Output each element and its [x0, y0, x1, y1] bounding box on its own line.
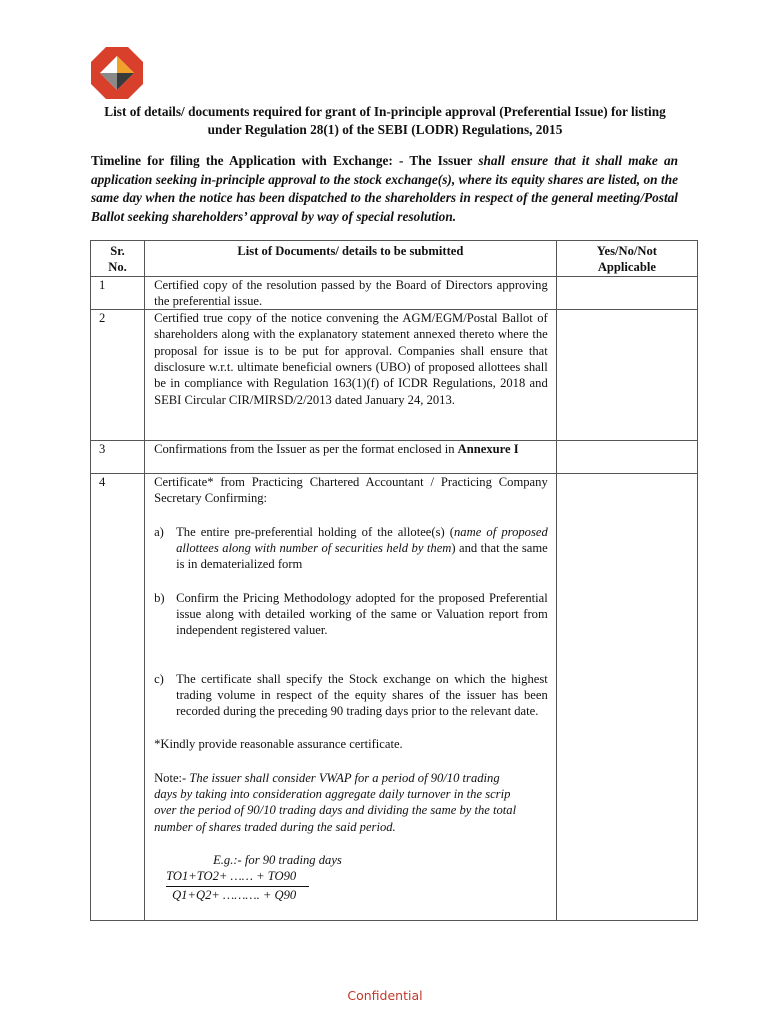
- header-sr-no: Sr. No.: [91, 241, 145, 277]
- table-row: [91, 276, 698, 310]
- row-3-lead: Confirmations from the Issuer as per the format enclosed in: [154, 442, 458, 457]
- title-line-2: under Regulation 28(1) of the SEBI (LODR) Regulations, 2015: [207, 122, 563, 137]
- row-1-sr: 1: [91, 276, 145, 310]
- timeline-paragraph: [91, 152, 678, 226]
- row-3-sr: 3: [91, 441, 145, 474]
- title-line-1: List of details/ documents required for grant of In-principle approval (Preferential Issue) for listing: [104, 104, 666, 119]
- timeline-italic: shall ensure that it shall make an application seeking in-principle approval to the stock exchange(s), where its equity shares are listed, on the same day when the notice has been dispatched to the shareholders in respect of the general meeting/Postal Ballot seeking shareholders’ approval by way of special resolution.: [91, 153, 678, 224]
- row-4-intro: Certificate* from Practicing Chartered Accountant / Practicing Company Secretary Confirming:: [154, 475, 548, 506]
- formula-example: E.g.:- for 90 trading days: [213, 852, 342, 867]
- annexure-label: Annexure I: [457, 442, 519, 457]
- sub-item-c: c) The certificate shall specify the Stock exchange on which the highest trading volume in respect of the equity shares of the issuer has been recorded during the preceding 90 trading days prior to the relevant date.: [154, 671, 548, 719]
- document-title: [85, 103, 685, 139]
- company-logo-icon: [89, 45, 145, 101]
- row-2-response-cell[interactable]: [556, 310, 697, 441]
- row-4-sr: 4: [91, 474, 145, 921]
- row-1-text: Certified copy of the resolution passed by the Board of Directors approving the preferential issue.: [145, 276, 557, 310]
- header-yes-no: Yes/No/Not Applicable: [556, 241, 697, 277]
- confidential-footer: Confidential: [347, 988, 423, 1003]
- row-4-content: [145, 474, 557, 921]
- documents-table: [90, 240, 698, 921]
- table-header-row: [91, 241, 698, 277]
- row-2-sr: 2: [91, 310, 145, 441]
- vwap-note: Note:- The issuer shall consider VWAP for a period of 90/10 trading days by taking into consideration aggregate daily turnover in the scrip over the period of 90/10 trading days and dividing the same by the total number of shares traded during the said period.: [154, 770, 517, 834]
- header-documents: List of Documents/ details to be submitted: [145, 241, 557, 277]
- timeline-lead: Timeline for filing the Application with Exchange: - The Issuer: [91, 153, 479, 168]
- sub-item-b: b) Confirm the Pricing Methodology adopted for the proposed Preferential issue along with detailed working of the same or Valuation report from independent registered valuer.: [154, 590, 548, 638]
- table-row: [91, 310, 698, 441]
- sub-item-a: a) The entire pre-preferential holding of the allotee(s) (name of proposed allottees along with number of securities held by them) and that the same is in dematerialized form: [154, 524, 548, 572]
- table-row: [91, 441, 698, 474]
- vwap-formula: [166, 852, 548, 903]
- row-2-text: Certified true copy of the notice convening the AGM/EGM/Postal Ballot of shareholders along with the explanatory statement annexed thereto where the proposal for issue is to be put for approval. Companies shall ensure that disclosure w.r.t. ultimate beneficial owners (UBO) of proposed allottees shall be in compliance with Regulation 163(1)(f) of ICDR Regulations, 2018 and SEBI Circular CIR/MIRSD/2/2013 dated January 24, 2013.: [145, 310, 557, 441]
- table-row: [91, 474, 698, 921]
- row-4-response-cell[interactable]: [556, 474, 697, 921]
- formula-denominator: Q1+Q2+ ………. + Q90: [172, 887, 297, 902]
- assurance-note: *Kindly provide reasonable assurance certificate.: [154, 737, 403, 752]
- formula-numerator: TO1+TO2+ …… + TO90: [166, 868, 309, 886]
- row-3-response-cell[interactable]: [556, 441, 697, 474]
- row-3-text: [145, 441, 557, 474]
- row-1-response-cell[interactable]: [556, 276, 697, 310]
